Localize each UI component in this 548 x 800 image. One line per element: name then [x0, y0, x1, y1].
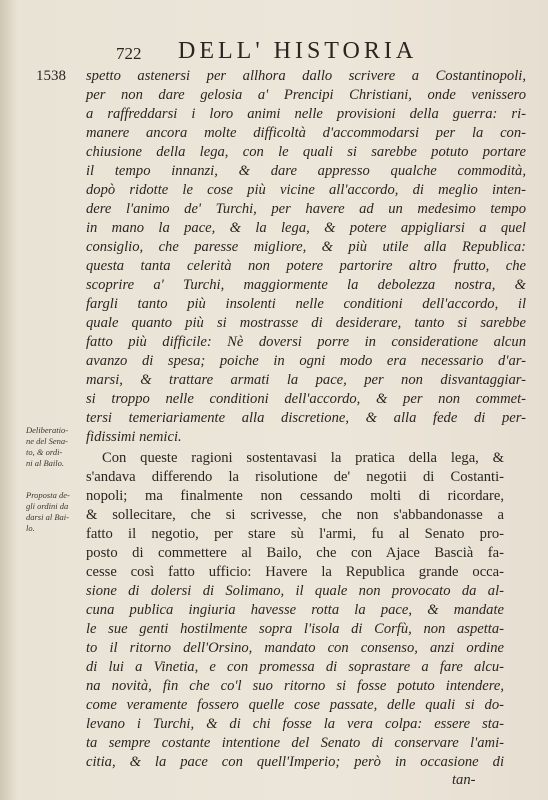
text-line: cuna publica ingiuria havesse rotta la pace, & mandate: [86, 602, 504, 618]
text-line: posto di commettere al Bailo, che con Ajace Bascià fa-: [86, 545, 504, 561]
text-line: a raffreddarsi i loro animi nelle provisioni della guerra: ri-: [86, 106, 526, 122]
text-line: tersi temeriariamente alla discretione, & alla fede di per-: [86, 410, 526, 426]
text-line: quale quanto più si mostrasse di desiderare, tanto si sarebbe: [86, 315, 526, 331]
text-line: & sollecitare, che si scrivesse, che non s'abbandonasse a: [86, 507, 504, 523]
text-line: citia, & la pace con quell'Imperio; però in occasione di: [86, 754, 504, 770]
text-line: levano i Turchi, & di chi fosse la vera colpa: essere sta-: [86, 716, 504, 732]
text-line: il tempo innanzi, & dare appresso qualche commodità,: [86, 163, 526, 179]
text-line: fatto il negotio, per stare sù l'armi, fu al Senato pro-: [86, 526, 504, 542]
catchword: tan-: [452, 772, 476, 788]
text-line: cesse così fatto ufficio: Havere la Republica grande occa-: [86, 564, 504, 580]
text-line: Con queste ragioni sostentavasi la pratica della lega, &: [102, 450, 504, 466]
text-line: fidissimi nemici.: [86, 429, 182, 445]
marginal-note: Deliberatio- ne del Sena- to, & ordi- ni al Bailo.: [26, 425, 69, 468]
text-line: spetto astenersi per allhora dallo scrivere a Costantinopoli,: [86, 68, 526, 84]
text-line: chiusione della lega, con le quali si sarebbe potuto portare: [86, 144, 526, 160]
text-line: manere ancora molte difficoltà d'accommodarsi per la con-: [86, 125, 526, 141]
text-line: nopoli; ma finalmente non cessando molti di ricordare,: [86, 488, 504, 504]
text-line: ta sempre costante intentione del Senato di conservare l'ami-: [86, 735, 504, 751]
text-line: dere l'animo de' Turchi, per havere ad un medesimo tempo: [86, 201, 526, 217]
text-line: scoprire a' Turchi, maggiormente la debolezza nostra, &: [86, 277, 526, 293]
text-line: questa tanta celerità non potere partorire altro frutto, che: [86, 258, 526, 274]
text-line: in mano la pace, & la lega, & potere appigliarsi a quel: [86, 220, 526, 236]
text-line: per non dare gelosia a' Prencipi Christiani, onde venissero: [86, 87, 526, 103]
text-line: si troppo nelle conditioni dell'accordo, & per non commet-: [86, 391, 526, 407]
text-line: come veramente fossero quelle cose passate, delle quali si do-: [86, 697, 504, 713]
text-line: di lui a Vinetia, e con promessa di soprastare a fare alcu-: [86, 659, 504, 675]
marginal-note: Proposta de- gli ordini da darsi al Bai- lo.: [26, 490, 70, 533]
text-line: fargli tanto più insolenti nelle conditioni dell'accordo, il: [86, 296, 526, 312]
text-line: le sue genti hostilmente sopra l'isola di Corfù, non aspetta-: [86, 621, 504, 637]
text-line: s'andava differendo la risolutione de' negotii di Costanti-: [86, 469, 504, 485]
text-line: to il ritorno dell'Orsino, mandato con consenso, anzi ordine: [86, 640, 504, 656]
text-line: avanzo di spesa; poiche in ogni modo era necessario d'ar-: [86, 353, 526, 369]
year-marginal: 1538: [36, 68, 66, 84]
running-title: DELL' HISTORIA: [178, 38, 418, 64]
text-line: na novità, fin che co'l suo ritorno si fosse potuto intendere,: [86, 678, 504, 694]
text-line: dopò ridotte le cose più vicine all'accordo, di meglio inten-: [86, 182, 526, 198]
text-line: sione di dolersi di Solimano, il quale non provocato da al-: [86, 583, 504, 599]
text-line: consiglio, che paresse migliore, & più utile alla Republica:: [86, 239, 526, 255]
page-number: 722: [116, 44, 142, 63]
text-line: marsi, & trattare armati la pace, per non disvantaggiar-: [86, 372, 526, 388]
text-line: fatto più difficile: Nè doversi porre in consideratione alcun: [86, 334, 526, 350]
